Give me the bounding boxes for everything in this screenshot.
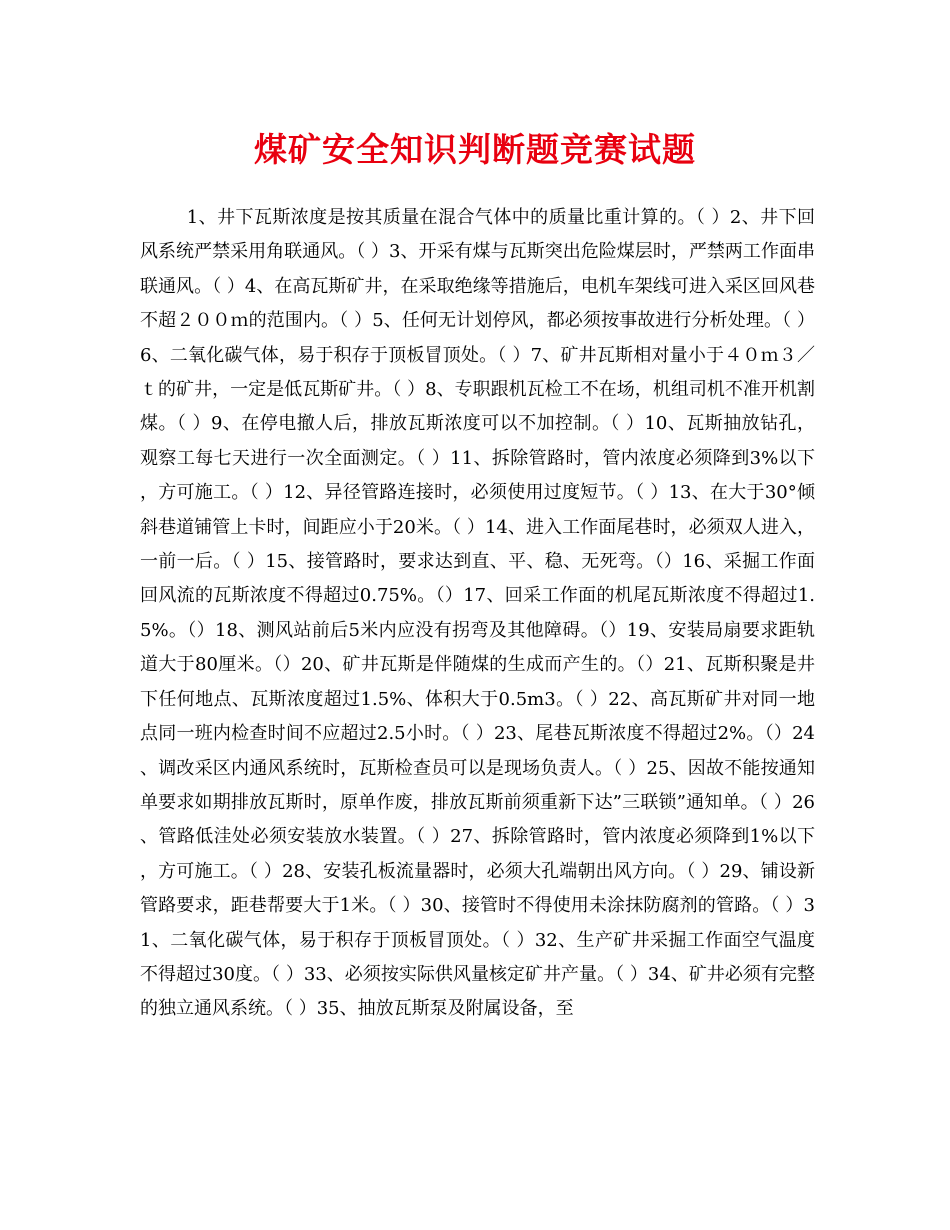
- question-paragraph: 1、井下瓦斯浓度是按其质量在混合气体中的质量比重计算的。（ ）2、井下回风系统严禁采用角联通风。（ ）3、开采有煤与瓦斯突出危险煤层时，严禁两工作面串联通风。（ ）4、在高瓦斯矿井，在采取绝缘等措施后，电机车架线可进入采区回风巷不超２００ｍ的范围内。（ ）5、任何无计划停风，都必须按事故进行分析处理。（ ）6、二氧化碳气体，易于积存于顶板冒顶处。（ ）7、矿井瓦斯相对量小于４０ｍ３／ｔ的矿井，一定是低瓦斯矿井。（ ）8、专职跟机瓦检工不在场，机组司机不准开机割煤。（ ）9、在停电撤人后，排放瓦斯浓度可以不加控制。（ ）10、瓦斯抽放钻孔，观察工每七天进行一次全面测定。（ ）11、拆除管路时，管内浓度必须降到3%以下，方可施工。（ ）12、异径管路连接时，必须使用过度短节。（ ）13、在大于30°倾斜巷道铺管上卡时，间距应小于20米。（ ）14、进入工作面尾巷时，必须双人进入，一前一后。（ ）15、接管路时，要求达到直、平、稳、无死弯。（）16、采掘工作面回风流的瓦斯浓度不得超过0.75%。（）17、回采工作面的机尾瓦斯浓度不得超过1.5%。（）18、测风站前后5米内应没有拐弯及其他障碍。（）19、安装局扇要求距轨道大于80厘米。（）20、矿井瓦斯是伴随煤的生成而产生的。（）21、瓦斯积聚是井下任何地点、瓦斯浓度超过1.5%、体积大于0.5m3。（ ）22、高瓦斯矿井对同一地点同一班内检查时间不应超过2.5小时。（ ）23、尾巷瓦斯浓度不得超过2%。（）24、调改采区内通风系统时，瓦斯检查员可以是现场负责人。（ ）25、因故不能按通知单要求如期排放瓦斯时，原单作废，排放瓦斯前须重新下达”三联锁”通知单。（ ）26、管路低洼处必须安装放水装置。（ ）27、拆除管路时，管内浓度必须降到1%以下，方可施工。（ ）28、安装孔板流量器时，必须大孔端朝出风方向。（ ）29、铺设新管路要求，距巷帮要大于1米。（ ）30、接管时不得使用未涂抹防腐剂的管路。（ ）31、二氧化碳气体，易于积存于顶板冒顶处。（ ）32、生产矿井采掘工作面空气温度不得超过30度。（ ）33、必须按实际供风量核定矿井产量。（ ）34、矿井必须有完整的独立通风系统。（ ）35、抽放瓦斯泵及附属设备，至: [140, 207, 815, 1020]
- document-title: 煤矿安全知识判断题竞赛试题: [254, 130, 696, 169]
